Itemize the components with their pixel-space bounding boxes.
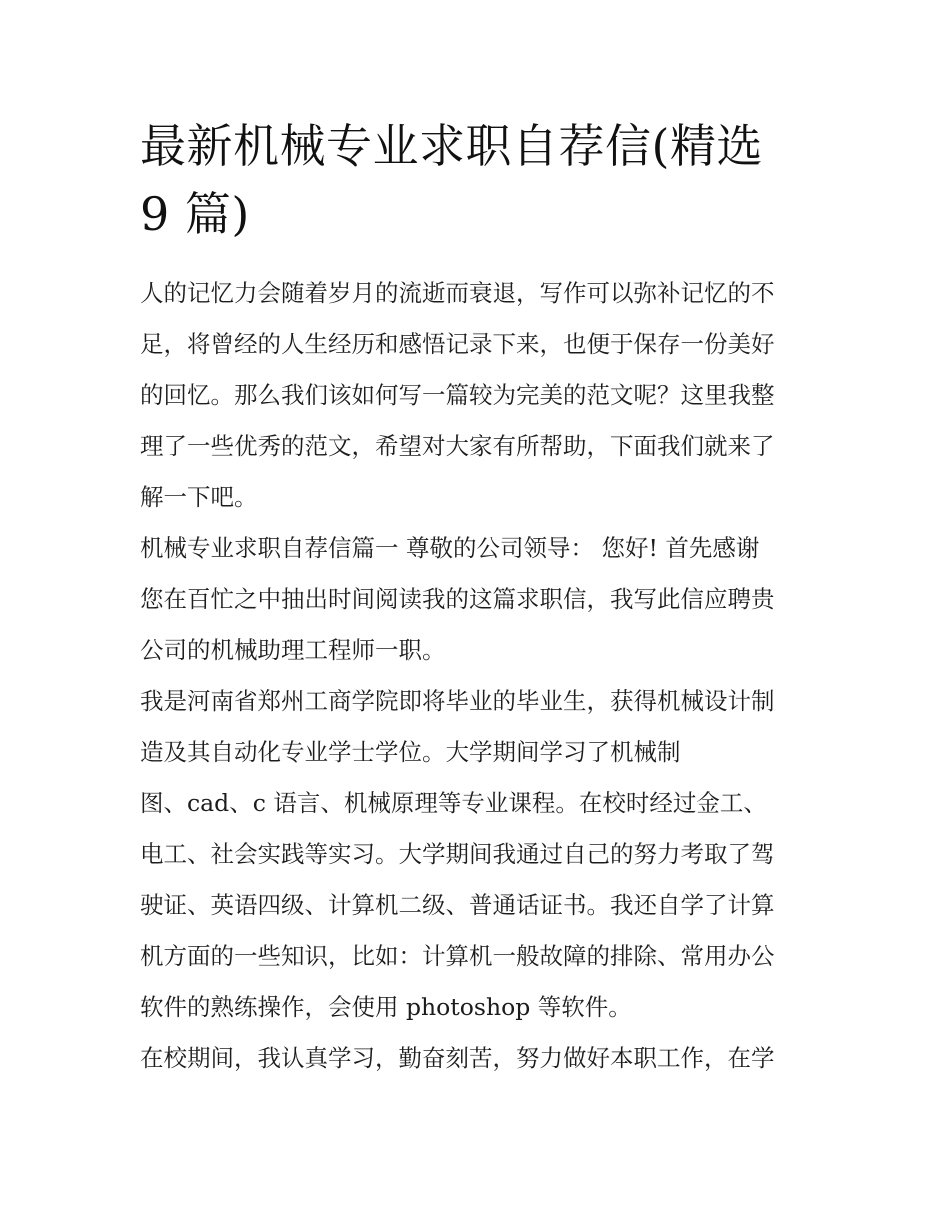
body-line: 软件的熟练操作，会使用 photoshop 等软件。 <box>140 993 632 1021</box>
body-line: 公司的机械助理工程师一职。 <box>140 636 446 664</box>
body-line: 在校期间，我认真学习，勤奋刻苦，努力做好本职工作，在学 <box>140 1044 775 1072</box>
body-line: 理了一些优秀的范文，希望对大家有所帮助，下面我们就来了 <box>140 432 775 460</box>
title-line-2: 9 篇) <box>140 187 250 241</box>
body-line: 电工、社会实践等实习。大学期间我通过自己的努力考取了驾 <box>140 840 775 868</box>
body-line: 我是河南省郑州工商学院即将毕业的毕业生，获得机械设计制 <box>140 687 775 715</box>
body-line: 造及其自动化专业学士学位。大学期间学习了机械制 <box>140 738 681 766</box>
title-line-1: 最新机械专业求职自荐信(精选 <box>140 119 763 173</box>
body-line: 驶证、英语四级、计算机二级、普通话证书。我还自学了计算 <box>140 891 775 919</box>
body-line: 机械专业求职自荐信篇一 尊敬的公司领导： 您好! 首先感谢 <box>140 534 760 562</box>
document-body <box>140 268 812 1084</box>
body-line: 解一下吧。 <box>140 483 258 511</box>
body-line: 人的记忆力会随着岁月的流逝而衰退，写作可以弥补记忆的不 <box>140 279 775 307</box>
document-page <box>140 112 812 1084</box>
document-title <box>140 112 812 248</box>
body-line: 的回忆。那么我们该如何写一篇较为完美的范文呢？这里我整 <box>140 381 775 409</box>
body-line: 足，将曾经的人生经历和感悟记录下来，也便于保存一份美好 <box>140 330 775 358</box>
body-line: 机方面的一些知识，比如：计算机一般故障的排除、常用办公 <box>140 942 775 970</box>
body-line: 图、cad、c 语言、机械原理等专业课程。在校时经过金工、 <box>140 789 767 817</box>
body-line: 您在百忙之中抽出时间阅读我的这篇求职信，我写此信应聘贵 <box>140 585 775 613</box>
